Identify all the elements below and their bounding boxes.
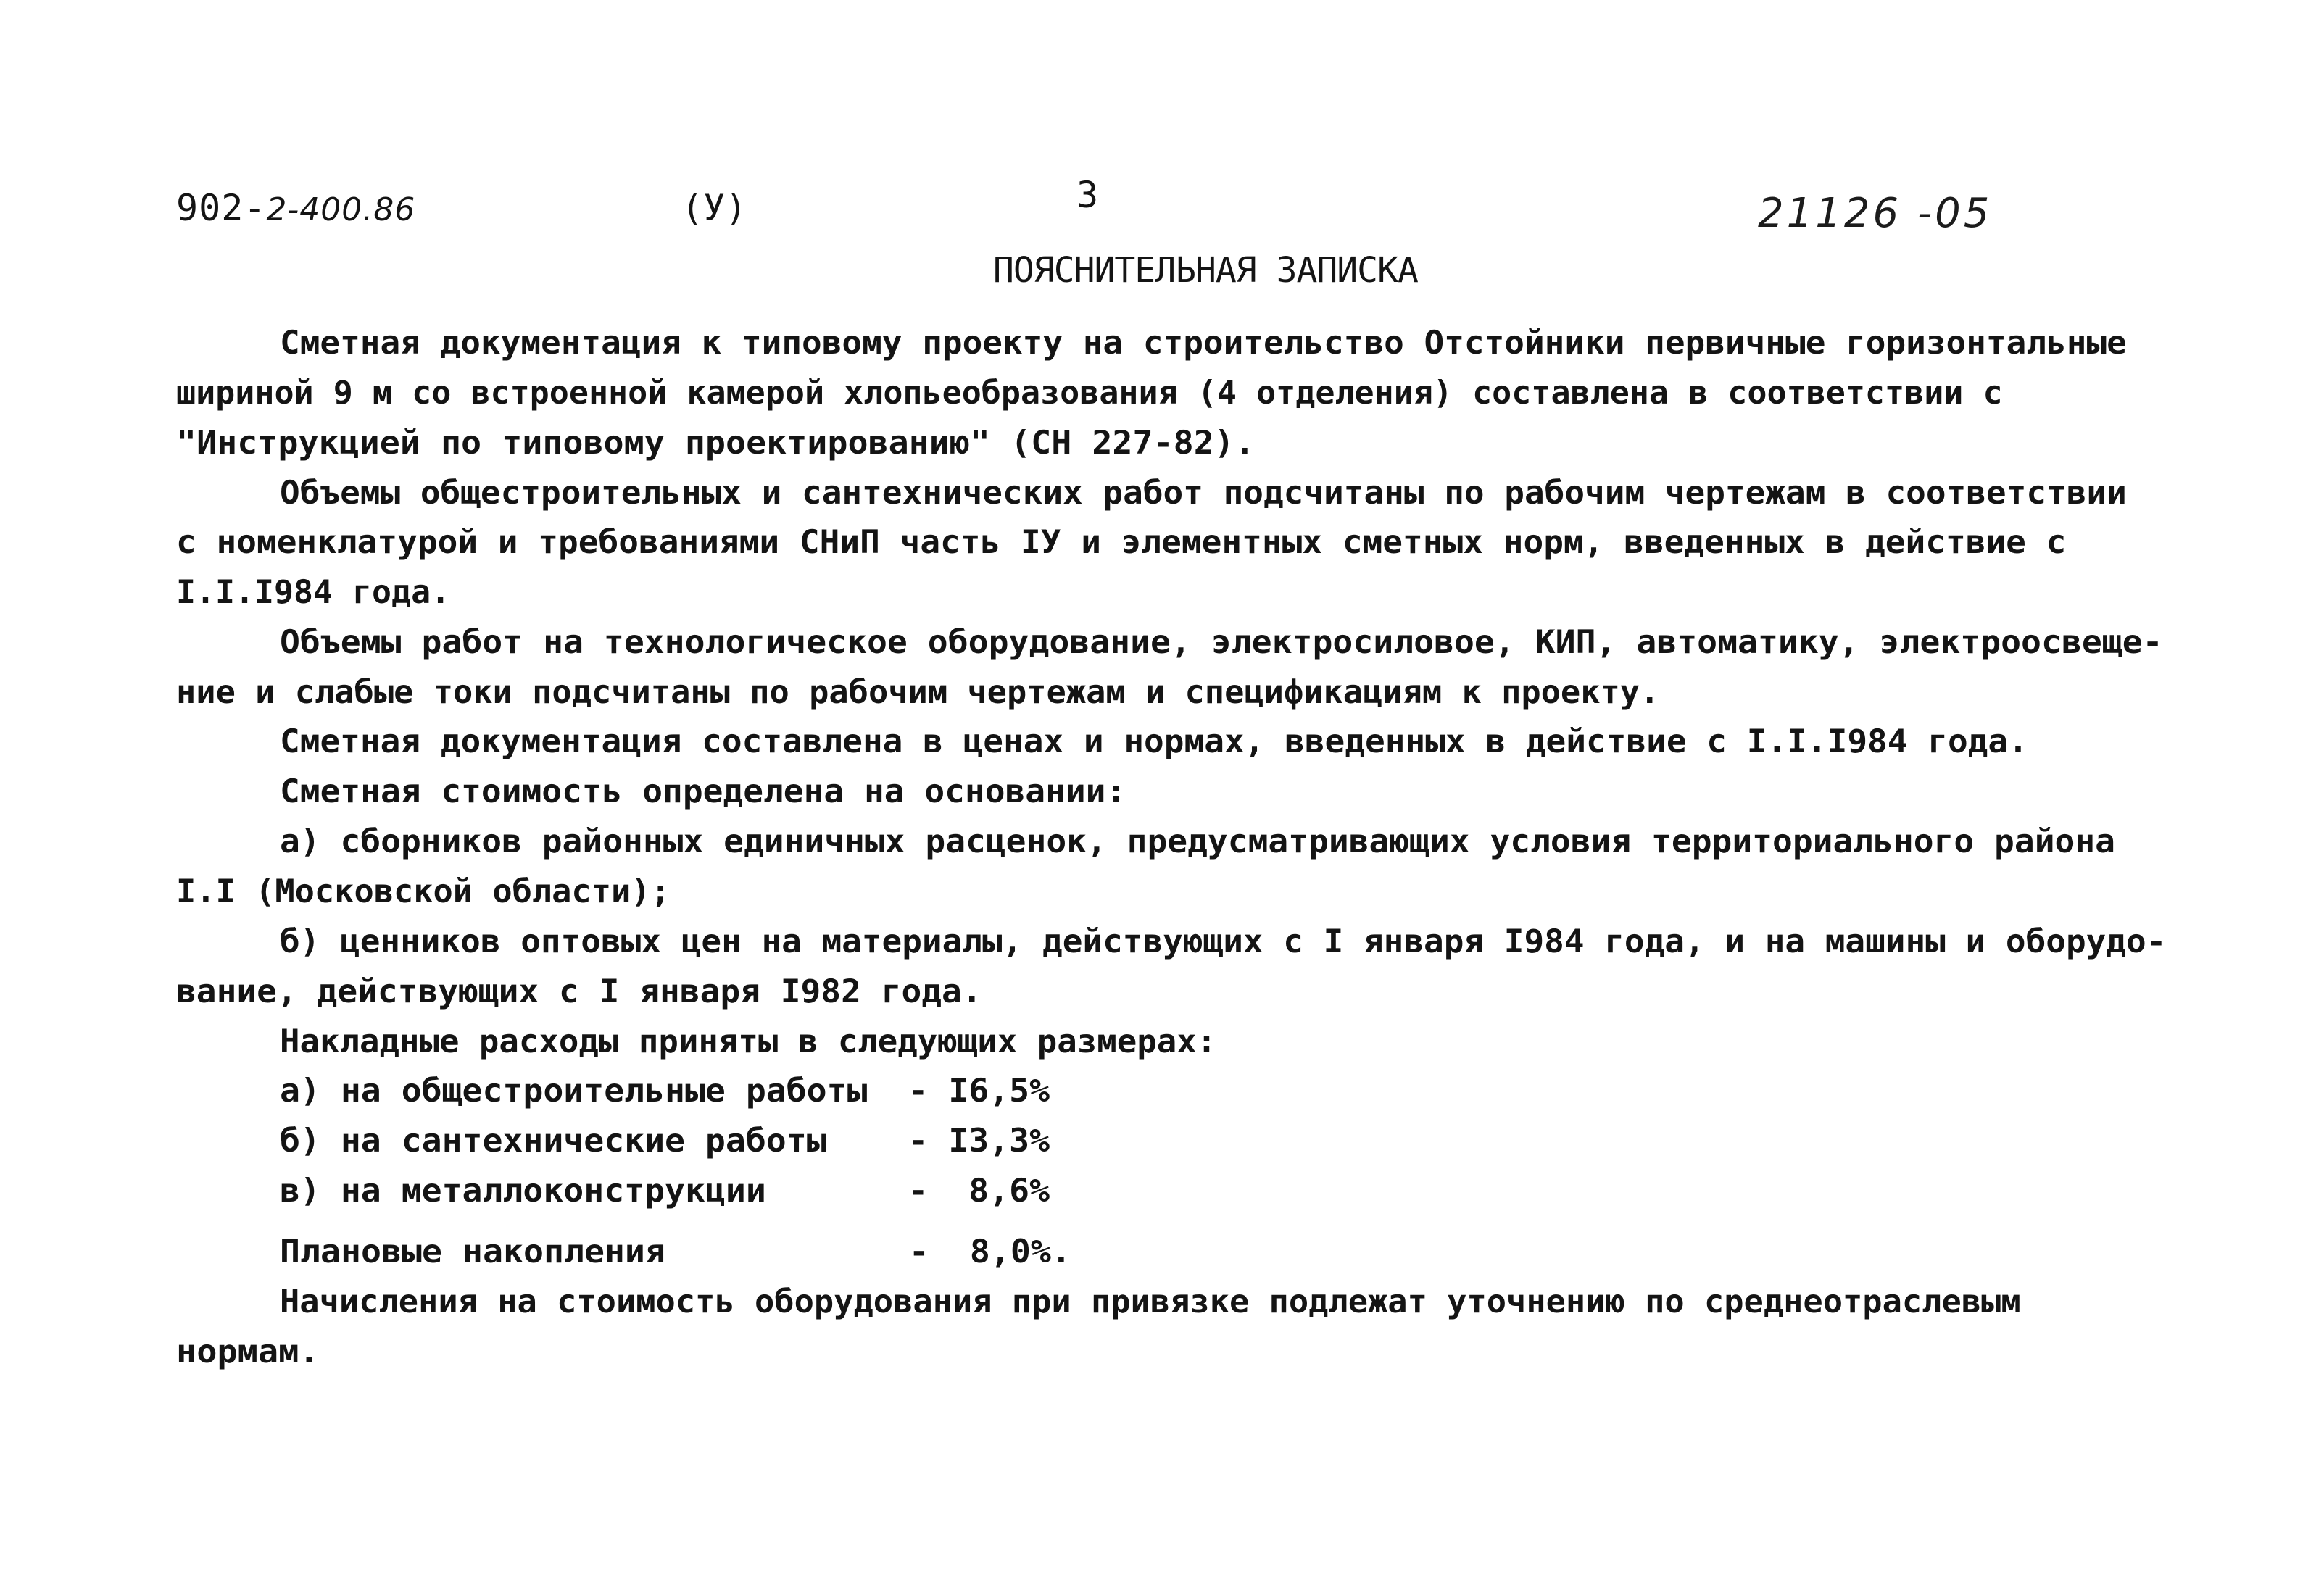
document-code-handwritten: 2-400.86 xyxy=(266,191,416,228)
text-line: б) ценников оптовых цен на материалы, действующих с I января I984 года, и на машины и оборудо- xyxy=(280,923,2167,960)
page-title: ПОЯСНИТЕЛЬНАЯ ЗАПИСКА xyxy=(993,250,1418,291)
text-line: "Инструкцией по типовому проектированию" (СН 227-82). xyxy=(176,425,1255,462)
text-line: а) сборников районных единичных расценок, предусматривающих условия территориального района xyxy=(280,823,2116,860)
text-line: ние и слабые токи подсчитаны по рабочим чертежам и спецификациям к проекту. xyxy=(176,674,1660,711)
text-line: I.I.I984 года. xyxy=(176,574,451,611)
planned-savings-line: Плановые накопления - 8,0%. xyxy=(280,1233,1071,1270)
text-line: I.I (Московской области); xyxy=(176,873,671,910)
text-line: Начисления на стоимость оборудования при привязке подлежат уточнению по среднеотраслевым xyxy=(280,1283,2021,1320)
document-code-printed: 902- xyxy=(176,187,267,229)
text-line: Сметная документация составлена в ценах и нормах, введенных в действие с I.I.I984 года. xyxy=(280,723,2028,760)
overhead-rate-line: а) на общестроительные работы - I6,5% xyxy=(280,1073,1050,1110)
text-line: Сметная стоимость определена на основании: xyxy=(280,773,1126,810)
overhead-rate-line: б) на сантехнические работы - I3,3% xyxy=(280,1123,1050,1160)
document-variant: (У) xyxy=(681,187,747,229)
overhead-rate-line: в) на металлоконструкции - 8,6% xyxy=(280,1173,1050,1210)
text-line: вание, действующих с I января I982 года. xyxy=(176,973,982,1010)
text-line: шириной 9 м со встроенной камерой хлопьеобразования (4 отделения) составлена в соответствии с xyxy=(176,375,2003,412)
text-line: нормам. xyxy=(176,1333,320,1370)
text-line: Объемы общестроительных и сантехнических работ подсчитаны по рабочим чертежам в соответствии xyxy=(280,475,2127,512)
page-number: 3 xyxy=(1076,174,1099,216)
text-line: Накладные расходы приняты в следующих размерах: xyxy=(280,1023,1217,1060)
archive-number: 21126 -05 xyxy=(1758,190,1993,237)
text-line: Объемы работ на технологическое оборудование, электросиловое, КИП, автоматику, электроосвеще- xyxy=(280,624,2163,661)
document-code xyxy=(176,187,415,229)
text-line: с номенклатурой и требованиями СНиП часть IУ и элементных сметных норм, введенных в действие с xyxy=(176,524,2067,561)
text-line: Сметная документация к типовому проекту на строительство Отстойники первичные горизонтальные xyxy=(280,325,2127,362)
